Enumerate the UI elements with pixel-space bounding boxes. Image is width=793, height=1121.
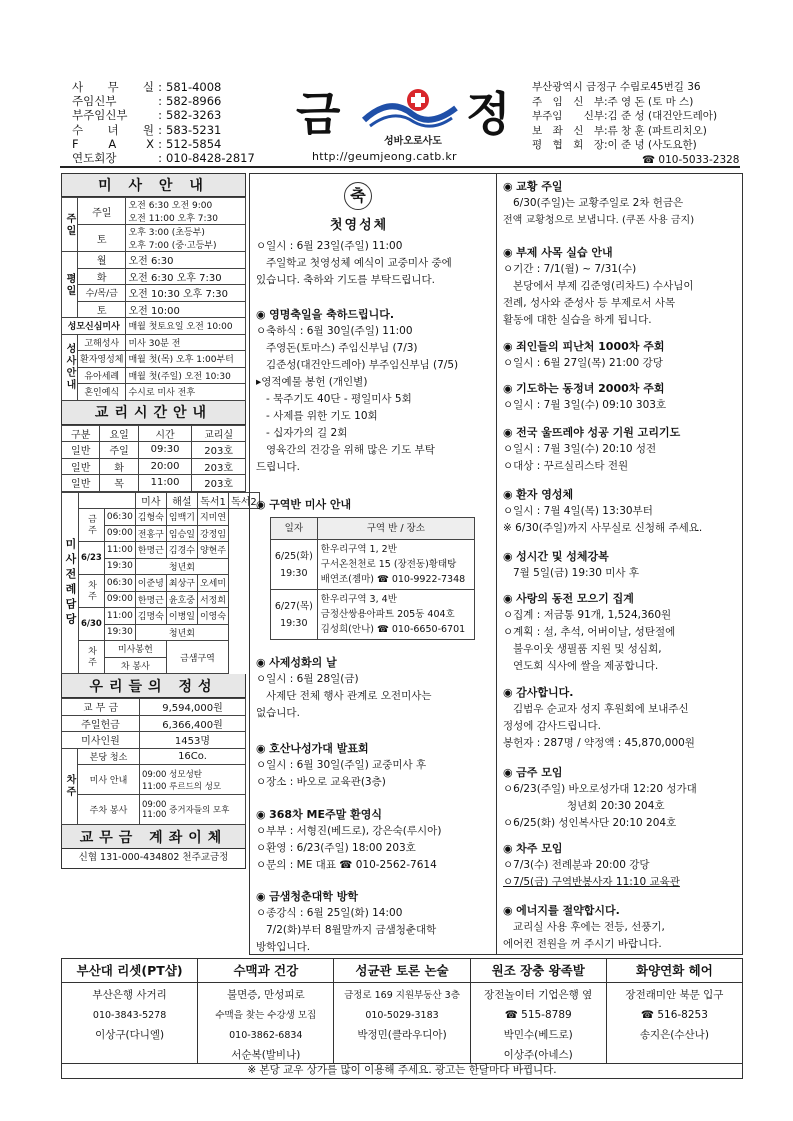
table-cell: 김경수	[166, 542, 197, 559]
table-cell: 19:30	[104, 624, 135, 641]
table-cell: 19:30	[104, 558, 135, 575]
ministers-table	[61, 492, 260, 675]
thanks-notice: ◉ 감사합니다. 김범우 순교자 성지 후원회에 보내주신 정성에 감사드립니다. 봉헌자 : 287명 / 약정액 : 45,870,000원	[503, 684, 737, 752]
table-cell: 203호	[192, 458, 246, 475]
week-label: 차주	[79, 575, 105, 608]
table-cell: 윤호중	[166, 591, 197, 608]
website-link[interactable]: http://geumjeong.catb.kr	[312, 150, 457, 163]
separator: :	[604, 124, 608, 137]
account-title: 교무금 계좌이체	[61, 825, 246, 849]
ad-line: 이상주(아네스)	[503, 1049, 573, 1061]
table-cell: 한명근	[135, 591, 166, 608]
table-cell: 203호	[192, 442, 246, 459]
notice-heading: ◉ 368차 ME주말 환영식	[256, 806, 492, 823]
notice-heading: ◉ 성시간 및 성체강복	[503, 548, 737, 565]
separator: :	[604, 110, 608, 122]
me-notice: ◉ 368차 ME주말 환영식 ㅇ부부 : 서형진(베드로), 강은숙(루시아) ㅇ환영 : 6/23(주일) 18:00 203호 ㅇ문의 : ME 대표 ☎ 010-2562-7614	[256, 806, 492, 874]
contact-value: 581-4008	[166, 80, 222, 94]
notice-heading: ◉ 금주 모임	[503, 764, 737, 781]
table-cell: 11:00	[138, 475, 191, 492]
contact-label: F A X	[72, 136, 154, 151]
staff-row	[532, 138, 746, 153]
time-cell: 오후 3:00 (초등부) 오후 7:00 (중·고등부)	[126, 225, 246, 252]
notice-heading: ◉ 호산나성가대 발표회	[256, 740, 492, 757]
rosary-notice: ◉ 전국 울뜨레야 성공 기원 고리기도 ㅇ일시 : 7월 3일(수) 20:10 성전 ㅇ대상 : 꾸르실리스타 전원	[503, 424, 737, 475]
table-cell: 최상구	[166, 575, 197, 592]
staff-value: 주 영 돈 (토 마 스)	[607, 95, 694, 108]
table-cell: 금샘구역	[166, 641, 228, 674]
contact-label: 부주임신부	[72, 108, 128, 123]
finance-value: 6,366,400원	[139, 715, 245, 732]
table-cell: 일반	[62, 442, 100, 459]
celebration-icon: 축	[344, 182, 372, 210]
sunday-group: 주일	[62, 198, 78, 252]
table-cell: 양현주	[197, 542, 228, 559]
ad-line: 010-3862-6834	[229, 1030, 303, 1041]
sacrament-value: 매월 첫(주일) 오전 10:30	[126, 367, 246, 384]
clean-value: 16Co.	[139, 748, 245, 765]
table-cell: 임백기	[166, 509, 197, 526]
notice-heading: ◉ 기도하는 동정녀 2000차 주회	[503, 380, 737, 397]
ad-line: ☎ 516-8253	[640, 1009, 708, 1021]
refuge-notice: ◉ 죄인들의 피난처 1000차 주회 ㅇ일시 : 6월 27일(목) 21:00 강당	[503, 338, 737, 372]
table-cell: 09:30	[138, 442, 191, 459]
catechism-title: 교리시간안내	[61, 401, 246, 425]
notice-heading: ◉ 전국 울뜨레야 성공 기원 고리기도	[503, 424, 737, 441]
right-column	[497, 173, 743, 955]
district-date	[271, 590, 318, 640]
district-mass-notice	[256, 496, 492, 640]
staff-value: 김 준 성 (대건안드레아)	[607, 110, 718, 122]
parish-info	[532, 80, 746, 167]
table-cell: 06:30	[104, 575, 135, 592]
time: 19:30	[280, 567, 308, 579]
district-date	[271, 540, 318, 590]
day-label: 토	[78, 225, 126, 252]
title-right: 정	[466, 87, 511, 141]
notice-heading: ◉ 금샘청춘대학 방학	[256, 888, 492, 905]
separator: :	[158, 80, 162, 94]
ad-column	[607, 959, 742, 1063]
sacrament-label: 고해성사	[78, 334, 126, 351]
separator: :	[604, 139, 608, 151]
title-left: 금	[296, 87, 343, 141]
left-column	[61, 173, 257, 869]
ad-line: 박정민(클라우디아)	[357, 1029, 447, 1041]
detail-line: 배연조(젬마) ☎ 010-9922-7348	[320, 574, 466, 585]
table-cell: 강정임	[197, 525, 228, 542]
contact-label: 수 녀 원	[72, 122, 154, 137]
deacon-notice: ◉ 부제 사목 실습 안내 ㅇ기간 : 7/1(월) ~ 7/31(수) 본당에서 부제 김준영(리차드) 수사님이 전례, 성사와 준성사 등 부제로서 사목 활동에 대한 실습을 하게 됩니다.	[503, 244, 737, 329]
column-header: 독서2	[229, 492, 260, 509]
table-cell: 일반	[62, 458, 100, 475]
finance-label: 미사인원	[62, 732, 140, 749]
column-header: 시간	[138, 425, 191, 442]
finance-title: 우리들의 정성	[61, 674, 246, 698]
table-cell: 09:00	[104, 525, 135, 542]
staff-row	[532, 109, 746, 124]
day-label: 화	[78, 268, 126, 285]
table-cell: 청년회	[135, 624, 228, 641]
ad-line: 금정로 169 지원부동산 3층	[344, 990, 460, 1001]
ad-line: 장전놀이터 기업은행 옆	[484, 989, 593, 1001]
staff-row	[532, 95, 746, 110]
column-header: 구분	[62, 425, 100, 442]
column-header: 구역 반 / 장소	[317, 518, 474, 540]
holy-hour-value: 매월 첫토요일 오전 10:00	[126, 318, 246, 335]
ministers-group: 미사전례담당	[62, 492, 79, 674]
sick-communion-notice: ◉ 환자 영성체 ㅇ일시 : 7월 4일(목) 13:30부터 ※ 6/30(주일)까지 사무실로 신청해 주세요.	[503, 486, 737, 537]
day-label: 주일	[78, 198, 126, 225]
contact-value: 010-8428-2817	[166, 151, 255, 166]
contact-value: 582-8966	[166, 94, 222, 109]
pope-sunday-notice: ◉ 교황 주일 6/30(주일)는 교황주일로 2차 헌금은 전액 교황청으로 보냅니다. (쿠폰 사용 금지)	[503, 178, 737, 229]
parking-value: 09:00 11:00 증거자들의 모후	[139, 795, 245, 825]
contact-row	[72, 123, 272, 137]
column-header: 일자	[271, 518, 318, 540]
table-cell: 주일	[100, 442, 138, 459]
ad-title: 화양연화 헤어	[607, 959, 742, 983]
notice-heading: ◉ 구역반 미사 안내	[256, 496, 492, 513]
table-cell: 20:00	[138, 458, 191, 475]
time-cell: 오전 10:00	[126, 301, 246, 318]
week-label: 금주	[79, 509, 105, 542]
finance-value: 9,594,000원	[139, 699, 245, 716]
staff-list	[532, 95, 746, 153]
sacrament-label: 환자영성체	[78, 351, 126, 368]
holy-hour-label: 성모신심미사	[62, 318, 126, 335]
detail-line: 구서온천천로 15 (장전동)황태탕	[320, 559, 457, 570]
contact-label: 연도회장	[72, 151, 117, 166]
notice-heading: ◉ 감사합니다.	[503, 684, 737, 701]
table-cell: 청년회	[135, 558, 228, 575]
address: 부산광역시 금정구 수림로45번길 36	[532, 81, 701, 93]
ad-line: ☎ 515-8789	[504, 1009, 572, 1021]
clean-label: 본당 청소	[78, 748, 140, 765]
notice-heading: ◉ 죄인들의 피난처 1000차 주회	[503, 338, 737, 355]
notice-heading: ◉ 영명축일을 축하드립니다.	[256, 306, 492, 323]
finance-table	[61, 698, 246, 825]
notice-heading: ◉ 교황 주일	[503, 178, 737, 195]
contact-label: 사 무 실	[72, 80, 154, 94]
staff-label: 보 좌 신 부	[532, 124, 604, 137]
separator: :	[158, 108, 162, 123]
finance-value: 1453명	[139, 732, 245, 749]
mass-title: 미 사 안 내	[61, 173, 246, 197]
table-cell: 지미연	[197, 509, 228, 526]
contact-label: 주임신부	[72, 94, 117, 109]
table-cell: 김명숙	[135, 608, 166, 625]
table-cell: 서정희	[197, 591, 228, 608]
mass-guide-label: 미사 안내	[78, 765, 140, 795]
mass-guide-value: 09:00 성모성탄 11:00 루르드의 성모	[139, 765, 245, 795]
sacrament-value: 미사 30분 전	[126, 334, 246, 351]
contact-value: 512-5854	[166, 136, 222, 151]
contact-row	[72, 80, 272, 94]
table-cell: 오세미	[197, 575, 228, 592]
account-value: 신협 131-000-434802 천주교금정	[61, 849, 246, 869]
feastday-notice: ◉ 영명축일을 축하드립니다. ㅇ축하식 : 6월 30일(주일) 11:00 주영돈(토마스) 주임신부님 (7/3) 김준성(대건안드레아) 부주임신부님 (7/5) ▸영적예물 봉헌 (개인별) - 묵주기도 40단 - 평일미사 5회 - 사제를 위한 기도 10회 - 십자가의 길 2회 영육간의 건강을 위해 많은 기도 부탁 드립니다.	[256, 306, 492, 476]
column-header: 해설	[166, 492, 197, 509]
separator: :	[158, 151, 162, 166]
time-cell: 오전 10:30 오후 7:30	[126, 285, 246, 302]
table-cell: 미사봉헌	[104, 641, 166, 658]
table-cell: 11:00	[104, 542, 135, 559]
district-detail	[317, 540, 474, 590]
contact-row	[72, 137, 272, 151]
table-cell: 이병일	[166, 608, 197, 625]
ad-title: 부산대 리셋(PT샵)	[62, 959, 197, 983]
contact-row	[72, 94, 272, 108]
middle-column	[249, 173, 497, 955]
separator: :	[158, 94, 162, 109]
table-cell: 전홍구	[135, 525, 166, 542]
notice-heading: ◉ 부제 사목 실습 안내	[503, 244, 737, 261]
notice-heading: ◉ 사제성화의 날	[256, 654, 492, 671]
ad-line: 서순복(발비나)	[231, 1049, 301, 1061]
ad-title: 수맥과 건강	[198, 959, 333, 983]
hosana-notice: ◉ 호산나성가대 발표회 ㅇ일시 : 6월 30일(주일) 교중미사 후 ㅇ장소 : 바오로 교육관(3층)	[256, 740, 492, 791]
ad-line: 장전래미안 북문 입구	[625, 989, 724, 1001]
elder-college-notice: ◉ 금샘청춘대학 방학 ㅇ종강식 : 6월 25일(화) 14:00 7/2(화)부터 8월말까지 금샘청춘대학 방학입니다.	[256, 888, 492, 956]
coin-notice: ◉ 사랑의 동전 모으기 집계 ㅇ집계 : 저금통 91개, 1,524,360원 ㅇ계획 : 설, 추석, 어버이날, 성탄절에 불우이웃 생필품 지원 및 성심회, 연도회 식사에 쌀을 제공합니다.	[503, 590, 737, 675]
detail-line: 김성희(안나) ☎ 010-6650-6701	[320, 624, 466, 635]
day-label: 수/목/금	[78, 285, 126, 302]
weekday-group: 평일	[62, 252, 78, 318]
staff-label: 평 협 회 장	[532, 139, 604, 151]
detail-line: 금정산쌍용아파트 205동 404호	[320, 609, 455, 620]
bottom-note: ※ 본당 교우 상가를 많이 이용해 주세요. 광고는 한달마다 바뀝니다.	[61, 1063, 743, 1079]
parking-label: 주차 봉사	[78, 795, 140, 825]
sacrament-label: 혼인예식	[78, 384, 126, 401]
table-cell: 09:00	[104, 591, 135, 608]
table-cell: 김형숙	[135, 509, 166, 526]
next-week-group: 차주	[62, 748, 78, 825]
mass-table	[61, 197, 246, 401]
ad-line: 수맥을 찾는 수강생 모집	[215, 1010, 317, 1021]
staff-phone: ☎ 010-5033-2328	[642, 153, 740, 166]
table-cell: 차 봉사	[104, 657, 166, 674]
ad-line: 박민수(베드로)	[503, 1029, 573, 1041]
energy-notice: ◉ 에너지를 절약합시다. 교리실 사용 후에는 전등, 선풍기, 에어컨 전원을 꺼 주시기 바랍니다.	[503, 902, 737, 953]
time-cell: 오전 6:30	[126, 252, 246, 269]
table-cell: 이영숙	[197, 608, 228, 625]
detail-line: 한우리구역 3, 4반	[320, 594, 397, 605]
ad-line: 불면증, 만성피로	[226, 989, 305, 1001]
parish-name: 성바오로사도	[384, 136, 442, 147]
district-detail	[317, 590, 474, 640]
staff-label: 부주임 신부	[532, 110, 604, 122]
column-header: 요일	[100, 425, 138, 442]
next-week-meetings: ◉ 차주 모임 ㅇ7/3(수) 전례분과 20:00 강당 ㅇ7/5(금) 구역반봉사자 11:10 교육관	[503, 840, 737, 891]
time-cell: 오전 6:30 오후 7:30	[126, 268, 246, 285]
this-week-meetings: ◉ 금주 모임 ㅇ6/23(주일) 바오로성가대 12:20 성가대 청년회 20:30 204호 ㅇ6/25(화) 성인복사단 20:10 204호	[503, 764, 737, 832]
day-label: 토	[78, 301, 126, 318]
sacrament-group: 성사안내	[62, 334, 78, 400]
ad-line: 송지은(수산나)	[639, 1029, 709, 1041]
week-date: 6/23	[79, 542, 105, 575]
ad-footer	[61, 958, 743, 1064]
ad-line: 010-5029-3183	[365, 1010, 439, 1021]
district-table	[270, 517, 475, 640]
ad-column	[471, 959, 607, 1063]
separator: :	[158, 122, 162, 137]
ad-column	[198, 959, 334, 1063]
ad-line: 이상구(다니엘)	[95, 1029, 165, 1041]
ad-title: 원조 장충 왕족발	[471, 959, 606, 983]
table-cell: 이준녕	[135, 575, 166, 592]
week-date: 6/30	[79, 608, 105, 641]
separator: :	[604, 95, 608, 108]
time-cell: 오전 6:30 오전 9:00 오전 11:00 오후 7:30	[126, 198, 246, 225]
catechism-table	[61, 425, 246, 492]
date: 6/25(화)	[274, 550, 313, 562]
contact-row	[72, 108, 272, 122]
day-label: 월	[78, 252, 126, 269]
first-communion-notice: ㅇ일시 : 6월 23일(주일) 11:00 주일학교 첫영성체 예식이 교중미사 중에 있습니다. 축하와 기도를 부탁드립니다.	[256, 240, 452, 286]
ad-line: 부산은행 사거리	[92, 989, 167, 1001]
time: 19:30	[280, 617, 308, 629]
notice-heading: ◉ 에너지를 절약합시다.	[503, 902, 737, 919]
sacrament-value: 수시로 미사 전후	[126, 384, 246, 401]
finance-label: 주일헌금	[62, 715, 140, 732]
table-cell: 목	[100, 475, 138, 492]
notice-heading: ◉ 환자 영성체	[503, 486, 737, 503]
sacrament-value: 매월 첫(목) 오후 1:00부터	[126, 351, 246, 368]
separator: :	[158, 136, 162, 151]
feast-title: 첫영성체	[330, 218, 389, 233]
column-header: 독서1	[197, 492, 228, 509]
prayer-notice: ◉ 기도하는 동정녀 2000차 주회 ㅇ일시 : 7월 3일(수) 09:10 303호	[503, 380, 737, 414]
contact-row	[72, 151, 272, 165]
contact-list	[72, 80, 272, 165]
column-header: 미사	[135, 492, 166, 509]
table-cell: 임승일	[166, 525, 197, 542]
table-cell: 일반	[62, 475, 100, 492]
blank-cell	[79, 492, 136, 509]
table-cell: 11:00	[104, 608, 135, 625]
contact-value: 582-3263	[166, 108, 222, 123]
next-label: 차주	[79, 641, 105, 674]
ad-column	[334, 959, 470, 1063]
ad-column	[62, 959, 198, 1063]
table-cell: 화	[100, 458, 138, 475]
priest-day-notice: ◉ 사제성화의 날 ㅇ일시 : 6월 28일(금) 사제단 전체 행사 관계로 오전미사는 없습니다.	[256, 654, 492, 722]
staff-value: 류 창 훈 (파트리치오)	[607, 124, 707, 137]
staff-value: 이 준 녕 (사도요한)	[607, 139, 697, 151]
detail-line: 한우리구역 1, 2반	[320, 544, 397, 555]
staff-row	[532, 124, 746, 139]
column-header: 교리실	[192, 425, 246, 442]
ad-title: 성균관 토론 논술	[334, 959, 469, 983]
header	[60, 76, 740, 168]
holy-hour-notice: ◉ 성시간 및 성체강복 7월 5일(금) 19:30 미사 후	[503, 548, 737, 582]
notice-heading: ◉ 차주 모임	[503, 840, 737, 857]
parish-logo-icon	[360, 86, 460, 132]
finance-label: 교 무 금	[62, 699, 140, 716]
contact-value: 583-5231	[166, 122, 222, 137]
date: 6/27(목)	[274, 600, 313, 612]
table-cell: 203호	[192, 475, 246, 492]
sacrament-label: 유아세례	[78, 367, 126, 384]
notice-heading: ◉ 사랑의 동전 모으기 집계	[503, 590, 737, 607]
staff-label: 주 임 신 부	[532, 95, 604, 108]
ad-line: 010-3843-5278	[92, 1010, 167, 1021]
table-cell: 06:30	[104, 509, 135, 526]
table-cell: 한명근	[135, 542, 166, 559]
